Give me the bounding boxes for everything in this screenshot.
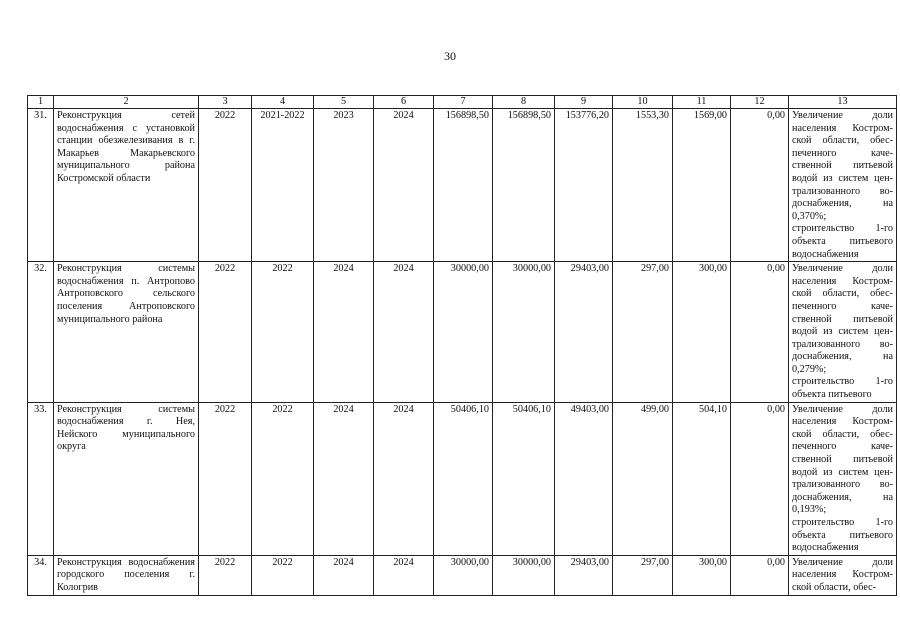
cell-col9: 29403,00 <box>555 555 613 595</box>
cell-col9: 49403,00 <box>555 402 613 555</box>
description-line: ской области, обес- <box>792 135 893 147</box>
description-line: ственной питьевой <box>792 454 893 466</box>
cell-col5: 2023 <box>314 109 374 262</box>
row-number: 32. <box>28 262 54 403</box>
project-name: Реконструкция водоснабжения городского поселения г. Кологрив <box>54 555 199 595</box>
row-number: 34. <box>28 555 54 595</box>
result-description <box>789 402 897 555</box>
description-line: водой из систем цен- <box>792 466 893 478</box>
cell-col7: 30000,00 <box>434 262 493 403</box>
cell-col5: 2024 <box>314 555 374 595</box>
description-line: печенного каче- <box>792 300 893 312</box>
description-line: ской области, обес- <box>792 581 877 593</box>
cell-col3: 2022 <box>199 262 252 403</box>
row-number: 31. <box>28 109 54 262</box>
description-line: 0,193%; <box>792 504 827 516</box>
result-description <box>789 555 897 595</box>
description-line: строительство 1-го <box>792 223 893 235</box>
cell-col11: 504,10 <box>673 402 731 555</box>
header-cell: 10 <box>613 96 673 109</box>
table-row <box>28 402 897 555</box>
cell-col5: 2024 <box>314 262 374 403</box>
description-line: Увеличение доли <box>792 110 893 121</box>
description-line: трализованного во- <box>792 479 893 491</box>
cell-col12: 0,00 <box>731 402 789 555</box>
cell-col8: 30000,00 <box>493 555 555 595</box>
cell-col11: 300,00 <box>673 262 731 403</box>
program-table <box>27 95 897 596</box>
description-line: населения Костром- <box>792 416 893 428</box>
description-line: водоснабжения <box>792 542 859 554</box>
cell-col10: 1553,30 <box>613 109 673 262</box>
cell-col10: 297,00 <box>613 555 673 595</box>
header-cell: 7 <box>434 96 493 109</box>
header-cell: 9 <box>555 96 613 109</box>
description-line: трализованного во- <box>792 338 893 350</box>
cell-col4: 2022 <box>252 262 314 403</box>
cell-col5: 2024 <box>314 402 374 555</box>
description-line: печенного каче- <box>792 441 893 453</box>
header-cell: 4 <box>252 96 314 109</box>
project-name: Реконструкция системы водоснабжения п. Антропово Антроповского сельского поселения Антроповского муниципального района <box>54 262 199 403</box>
description-line: строительство 1-го <box>792 376 893 388</box>
description-line: ской области, обес- <box>792 428 893 440</box>
description-line: 0,279%; <box>792 363 827 375</box>
description-line: объекта питьевого <box>792 235 893 247</box>
description-line: объекта питьевого <box>792 529 893 541</box>
cell-col4: 2022 <box>252 555 314 595</box>
header-cell: 2 <box>54 96 199 109</box>
cell-col10: 297,00 <box>613 262 673 403</box>
cell-col7: 50406,10 <box>434 402 493 555</box>
project-name: Реконструкция сетей водоснабжения с установкой станции обезжелезивания в г. Макарьев Макарьевского муниципального района Костромской области <box>54 109 199 262</box>
description-line: населения Костром- <box>792 569 893 581</box>
cell-col4: 2021-2022 <box>252 109 314 262</box>
cell-col7: 30000,00 <box>434 555 493 595</box>
cell-col4: 2022 <box>252 402 314 555</box>
description-line: строительство 1-го <box>792 517 893 528</box>
cell-col3: 2022 <box>199 555 252 595</box>
header-row <box>28 96 897 109</box>
cell-col3: 2022 <box>199 109 252 262</box>
row-number: 33. <box>28 402 54 555</box>
header-cell: 1 <box>28 96 54 109</box>
cell-col10: 499,00 <box>613 402 673 555</box>
cell-col12: 0,00 <box>731 555 789 595</box>
cell-col3: 2022 <box>199 402 252 555</box>
cell-col6: 2024 <box>374 555 434 595</box>
cell-col9: 153776,20 <box>555 109 613 262</box>
result-description <box>789 109 897 262</box>
page-number: 30 <box>444 49 456 63</box>
header-cell: 6 <box>374 96 434 109</box>
description-line: населения Костром- <box>792 275 893 287</box>
cell-col6: 2024 <box>374 402 434 555</box>
table-row <box>28 555 897 595</box>
description-line: трализованного во- <box>792 185 893 197</box>
description-line: ственной питьевой <box>792 160 893 172</box>
description-line: объекта питьевого <box>792 389 872 401</box>
description-line: водоснабжения <box>792 248 859 260</box>
cell-col12: 0,00 <box>731 262 789 403</box>
project-name: Реконструкция системы водоснабжения г. Нея, Нейского муниципального округа <box>54 402 199 555</box>
description-line: водой из систем цен- <box>792 326 893 338</box>
description-line: доснабжения, на <box>792 491 893 503</box>
cell-col8: 156898,50 <box>493 109 555 262</box>
description-line: водой из систем цен- <box>792 172 893 184</box>
description-line: доснабжения, на <box>792 351 893 363</box>
header-cell: 11 <box>673 96 731 109</box>
cell-col8: 30000,00 <box>493 262 555 403</box>
description-line: ственной питьевой <box>792 313 893 325</box>
cell-col9: 29403,00 <box>555 262 613 403</box>
header-cell: 12 <box>731 96 789 109</box>
result-description <box>789 262 897 403</box>
header-cell: 8 <box>493 96 555 109</box>
table-row <box>28 109 897 262</box>
description-line: Увеличение доли <box>792 403 893 415</box>
header-cell: 3 <box>199 96 252 109</box>
table-row <box>28 262 897 403</box>
header-cell: 5 <box>314 96 374 109</box>
description-line: печенного каче- <box>792 147 893 159</box>
cell-col6: 2024 <box>374 262 434 403</box>
description-line: Увеличение доли <box>792 556 893 568</box>
description-line: 0,370%; <box>792 210 827 222</box>
header-cell: 13 <box>789 96 897 109</box>
cell-col11: 300,00 <box>673 555 731 595</box>
cell-col11: 1569,00 <box>673 109 731 262</box>
cell-col8: 50406,10 <box>493 402 555 555</box>
description-line: Увеличение доли <box>792 263 893 275</box>
description-line: населения Костром- <box>792 122 893 134</box>
description-line: ской области, обес- <box>792 288 893 300</box>
cell-col12: 0,00 <box>731 109 789 262</box>
description-line: доснабжения, на <box>792 198 893 210</box>
cell-col6: 2024 <box>374 109 434 262</box>
cell-col7: 156898,50 <box>434 109 493 262</box>
